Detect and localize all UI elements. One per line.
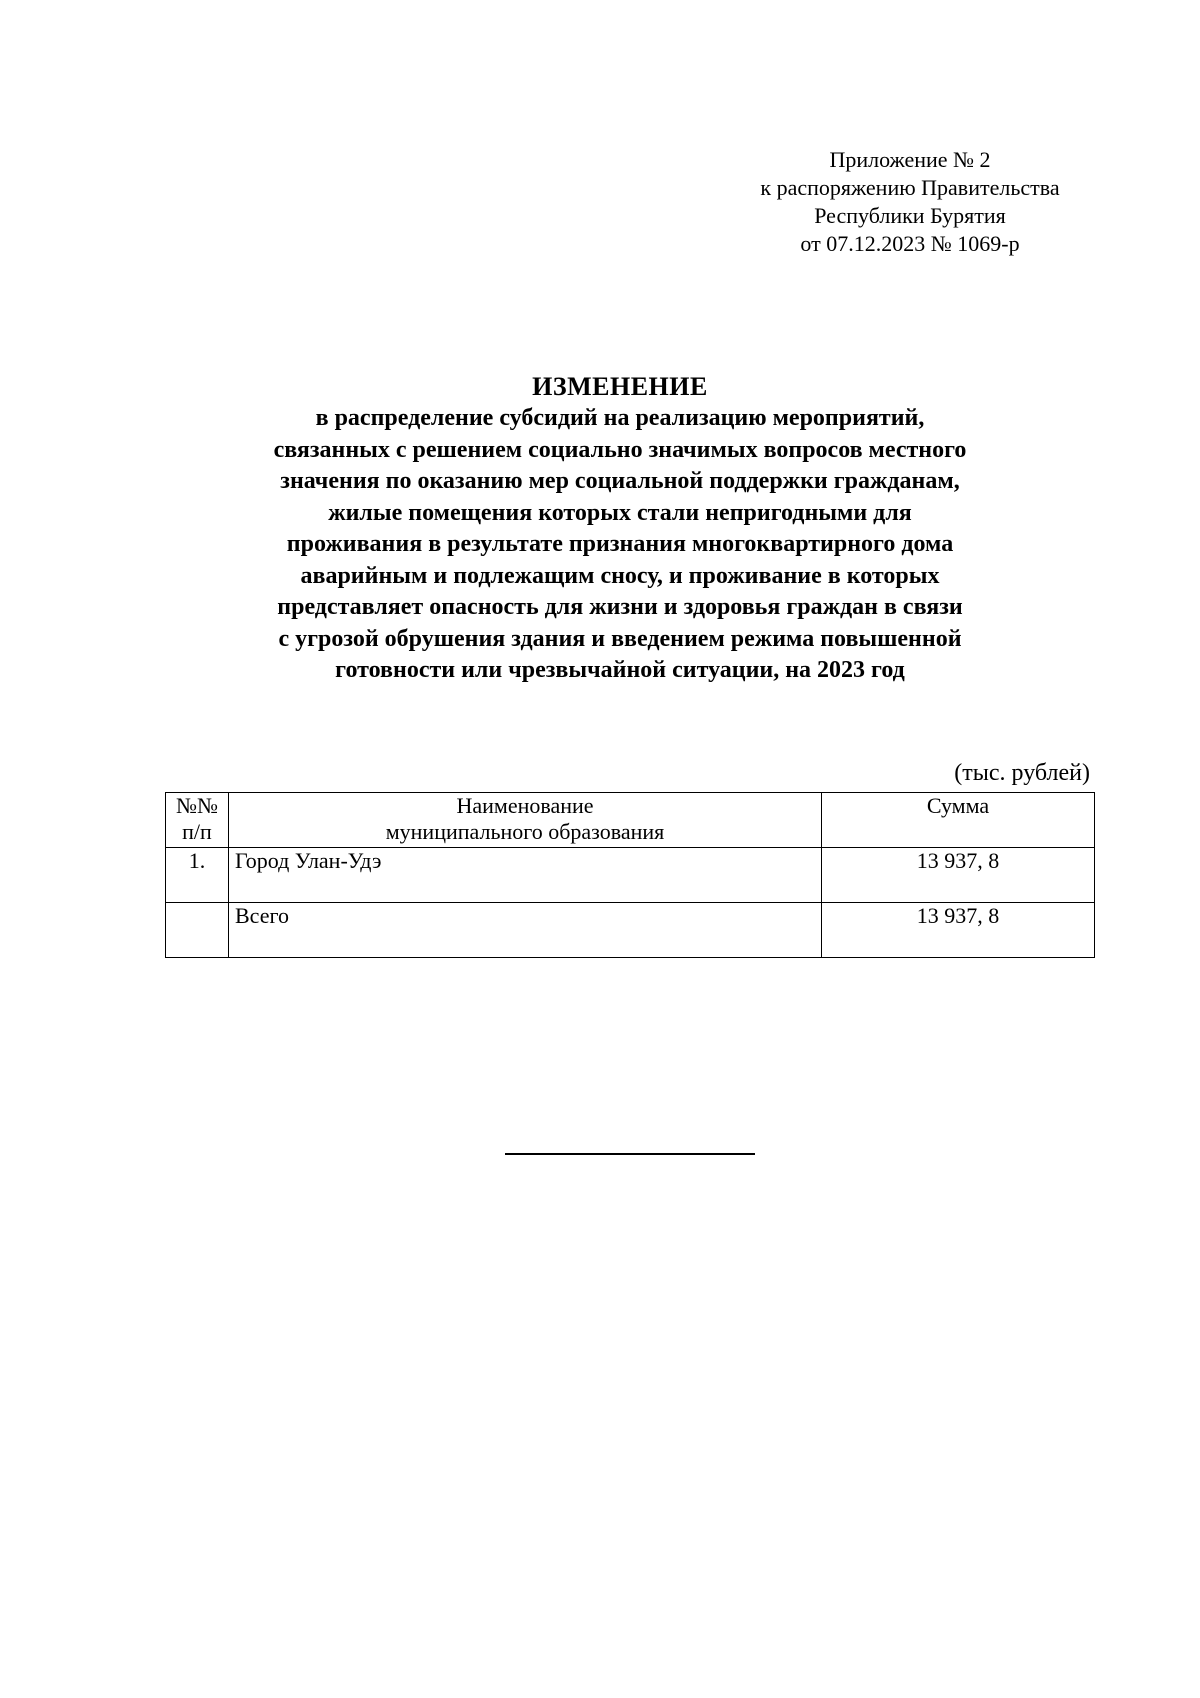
header-number-line: №№: [176, 793, 218, 818]
header-name: [229, 793, 822, 848]
table-row: [166, 848, 1095, 903]
title-line: жилые помещения которых стали непригодными для: [328, 499, 912, 526]
title-line: аварийным и подлежащим сносу, и проживание в которых: [300, 562, 940, 589]
title-line: готовности или чрезвычайной ситуации, на 2023 год: [335, 657, 905, 683]
title-line: значения по оказанию мер социальной поддержки гражданам,: [280, 468, 960, 494]
row-municipality: Город Улан-Удэ: [229, 848, 822, 903]
units-label: (тыс. рублей): [954, 760, 1090, 786]
header-number-line: п/п: [182, 819, 212, 844]
row-sum: 13 937, 8: [822, 848, 1095, 903]
header-number: [166, 793, 229, 848]
row-number: [166, 903, 229, 958]
distribution-table: [165, 792, 1095, 958]
table-header-row: [166, 793, 1095, 848]
header-sum: Сумма: [822, 793, 1095, 848]
row-total-sum: 13 937, 8: [822, 903, 1095, 958]
title-line: проживания в результате признания многоквартирного дома: [286, 531, 954, 557]
title-line: представляет опасность для жизни и здоровья граждан в связи: [277, 594, 963, 620]
closing-separator-line: [505, 1153, 755, 1155]
attachment-line: к распоряжению Правительства: [760, 175, 1060, 200]
header-name-line: муниципального образования: [385, 819, 665, 844]
attachment-line: Республики Бурятия: [814, 203, 1006, 228]
header-name-line: Наименование: [456, 793, 594, 818]
table-total-row: [166, 903, 1095, 958]
title-line: связанных с решением социально значимых вопросов местного: [273, 436, 967, 463]
attachment-line: Приложение № 2: [829, 147, 991, 172]
title-line: в распределение субсидий на реализацию мероприятий,: [315, 405, 925, 431]
title-line: с угрозой обрушения здания и введением режима повышенной: [278, 625, 962, 652]
row-number: 1.: [166, 848, 229, 903]
document-title: [190, 370, 1050, 687]
row-total-label: Всего: [229, 903, 822, 958]
title-heading: ИЗМЕНЕНИЕ: [532, 372, 708, 401]
attachment-reference: [740, 146, 1080, 258]
attachment-line: от 07.12.2023 № 1069-р: [800, 231, 1020, 256]
